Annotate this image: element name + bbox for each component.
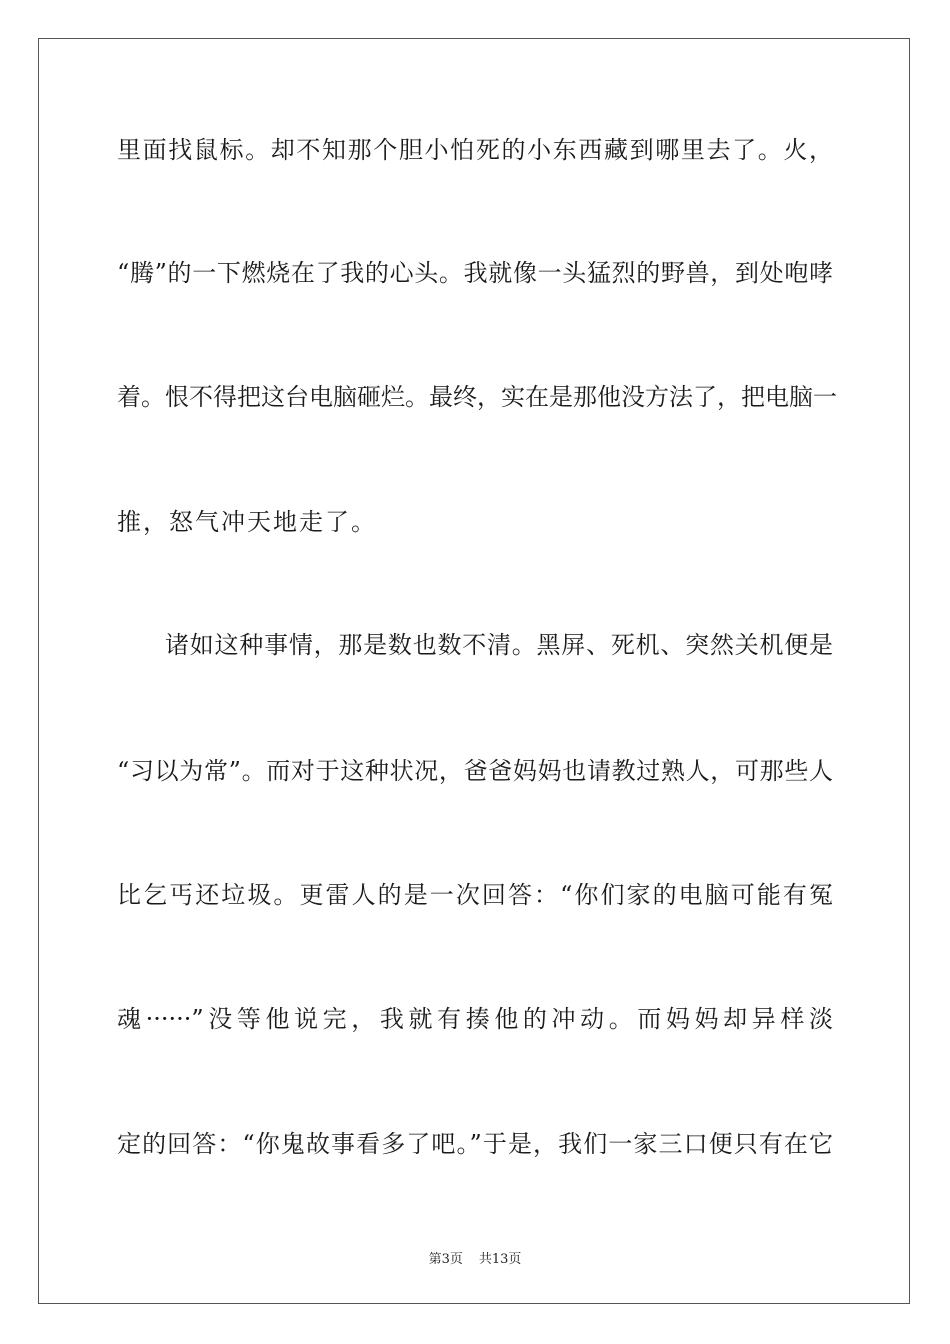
page-footer	[0, 1248, 950, 1267]
text-line-6: “习以为常”。而对于这种状况，爸爸妈妈也请教过熟人，可那些人	[117, 757, 833, 785]
page-frame	[38, 38, 910, 1304]
text-line-2: “腾”的一下燃烧在了我的心头。我就像一头猛烈的野兽，到处咆哮	[117, 259, 833, 287]
text-line-7: 比乞丐还垃圾。更雷人的是一次回答：“你们家的电脑可能有冤	[117, 881, 833, 909]
page-total: 共13页	[478, 1252, 522, 1267]
text-line-9: 定的回答：“你鬼故事看多了吧。”于是，我们一家三口便只有在它	[117, 1130, 833, 1158]
text-line-4: 推，怒气冲天地走了。	[117, 508, 377, 536]
text-line-1: 里面找鼠标。却不知那个胆小怕死的小东西藏到哪里去了。火，	[117, 136, 833, 164]
text-line-5-paragraph-start: 诸如这种事情，那是数也数不清。黑屏、死机、突然关机便是	[165, 631, 833, 659]
text-line-3: 着。恨不得把这台电脑砸烂。最终，实在是那他没方法了，把电脑一	[117, 383, 837, 411]
page-number: 第3页	[428, 1252, 463, 1267]
text-line-8: 魂······”没等他说完，我就有揍他的冲动。而妈妈却异样淡	[117, 1005, 833, 1033]
